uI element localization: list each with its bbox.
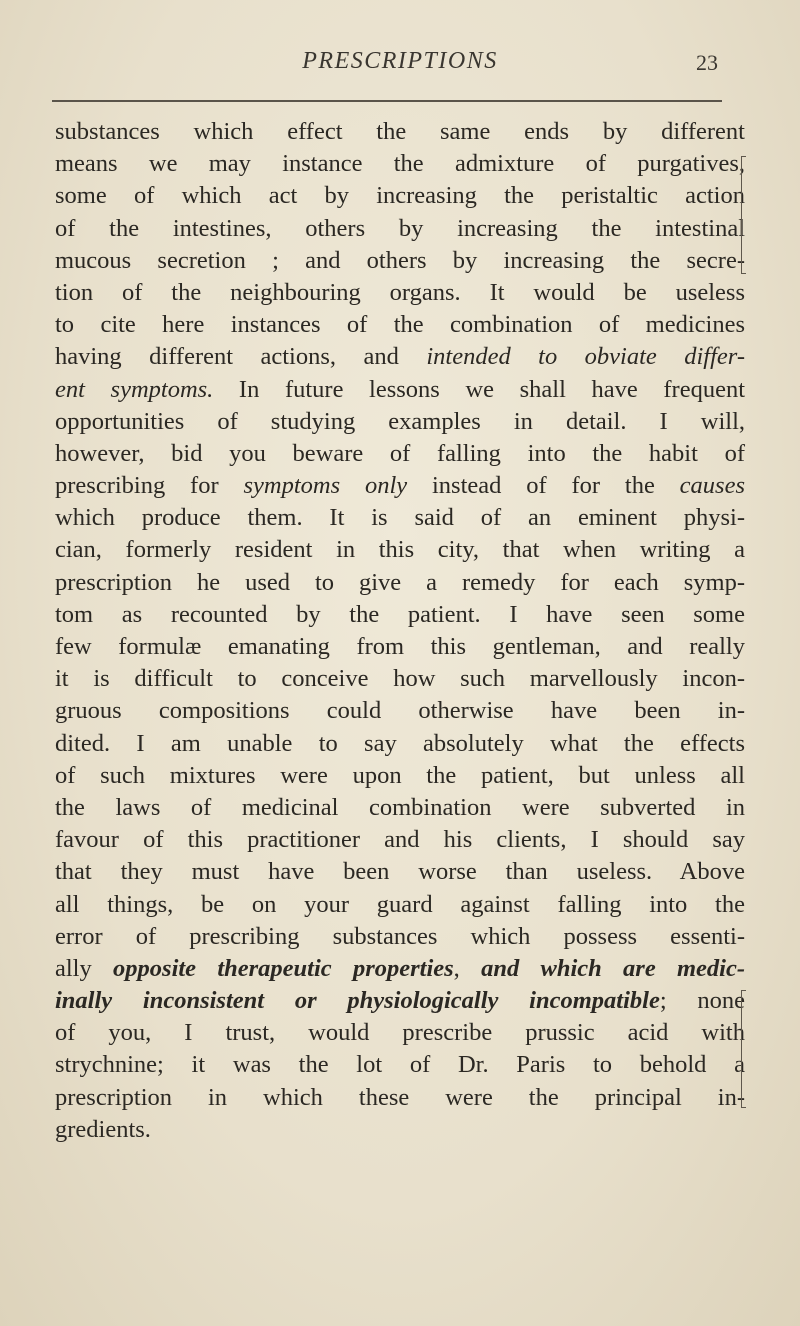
text-run: some of which act by increasing the peristaltic action <box>55 182 745 210</box>
text-run: error of prescribing substances which possess essenti- <box>55 922 745 950</box>
text-run: prescription he used to give a remedy for each symp- <box>55 568 745 596</box>
text-line <box>55 470 745 502</box>
header-rule <box>52 100 722 102</box>
text-run: In future lessons we shall have frequent <box>213 375 745 403</box>
text-line <box>55 985 745 1017</box>
text-line <box>55 599 745 631</box>
text-line <box>55 1114 745 1146</box>
text-line <box>55 438 745 470</box>
margin-bracket-bottom <box>741 990 746 1108</box>
page-number: 23 <box>696 50 718 75</box>
text-line <box>55 695 745 727</box>
text-run: prescribing for <box>55 472 244 500</box>
text-run: favour of this practitioner and his clients, I should say <box>55 826 745 854</box>
text-run: mucous secretion ; and others by increasing the secre- <box>55 246 745 274</box>
text-run: of the intestines, others by increasing the intestinal <box>55 214 745 242</box>
emphasis-run: inally inconsistent or physiologically incompatible <box>55 987 660 1015</box>
text-run: instead of for the <box>407 472 680 500</box>
body-paragraph <box>55 116 745 1146</box>
text-line <box>55 921 745 953</box>
text-run: , <box>453 954 482 982</box>
text-line <box>55 728 745 760</box>
text-run: having different actions, and <box>55 343 427 371</box>
text-run: prescription in which these were the principal in- <box>55 1083 745 1111</box>
text-run: ally <box>55 954 114 982</box>
text-run: gruous compositions could otherwise have been in- <box>55 697 745 725</box>
text-line <box>55 341 745 373</box>
text-run: dited. I am unable to say absolutely what the effects <box>55 729 745 757</box>
text-line <box>55 213 745 245</box>
text-line <box>55 663 745 695</box>
text-run: tom as recounted by the patient. I have seen some <box>55 600 745 628</box>
text-line <box>55 856 745 888</box>
text-line <box>55 567 745 599</box>
text-line <box>55 760 745 792</box>
text-line <box>55 374 745 406</box>
text-run: strychnine; it was the lot of Dr. Paris to behold a <box>55 1051 745 1079</box>
emphasis-run: ent symptoms. <box>55 375 214 403</box>
text-line <box>55 534 745 566</box>
text-run: few formulæ emanating from this gentleman, and really <box>55 633 745 660</box>
text-line <box>55 502 745 534</box>
text-line <box>55 1017 745 1049</box>
page-header <box>0 48 800 88</box>
margin-bracket-top <box>741 156 746 274</box>
text-run: it is difficult to conceive how such marvellously incon- <box>55 665 745 693</box>
text-line <box>55 1049 745 1081</box>
text-line <box>55 792 745 824</box>
text-line <box>55 953 745 985</box>
text-line <box>55 406 745 438</box>
emphasis-run: causes <box>679 472 745 500</box>
running-title: PRESCRIPTIONS <box>302 48 498 74</box>
text-run: of you, I trust, would prescribe prussic acid with <box>55 1019 745 1047</box>
text-line <box>55 180 745 212</box>
text-line <box>55 1082 745 1114</box>
text-line <box>55 631 745 663</box>
text-line <box>55 277 745 309</box>
text-run: means we may instance the admixture of purgatives, <box>55 150 745 178</box>
text-run: tion of the neighbouring organs. It would be useless <box>55 278 745 306</box>
text-line <box>55 116 745 148</box>
text-run: all things, be on your guard against falling into the <box>55 890 745 918</box>
text-line <box>55 309 745 341</box>
text-line <box>55 148 745 180</box>
text-line <box>55 824 745 856</box>
text-run: cian, formerly resident in this city, that when writing a <box>55 536 745 564</box>
text-run: ; none <box>659 987 745 1015</box>
text-run: which produce them. It is said of an eminent physi- <box>55 504 745 532</box>
text-run: the laws of medicinal combination were subverted in <box>55 793 745 821</box>
text-run: to cite here instances of the combination of medicines <box>55 311 745 339</box>
text-run: that they must have been worse than useless. Above <box>55 858 745 886</box>
emphasis-run: symptoms only <box>243 472 408 500</box>
text-run: however, bid you beware of falling into the habit of <box>55 439 745 467</box>
text-line <box>55 889 745 921</box>
emphasis-run: intended to obviate differ- <box>426 343 745 371</box>
text-run: opportunities of studying examples in detail. I will, <box>55 407 745 435</box>
text-run: gredients. <box>55 1115 151 1143</box>
emphasis-run: and which are medic- <box>481 954 745 982</box>
text-run: substances which effect the same ends by different <box>55 118 745 145</box>
emphasis-run: opposite therapeutic properties <box>113 954 454 982</box>
text-line <box>55 245 745 277</box>
text-run: of such mixtures were upon the patient, but unless all <box>55 761 745 789</box>
